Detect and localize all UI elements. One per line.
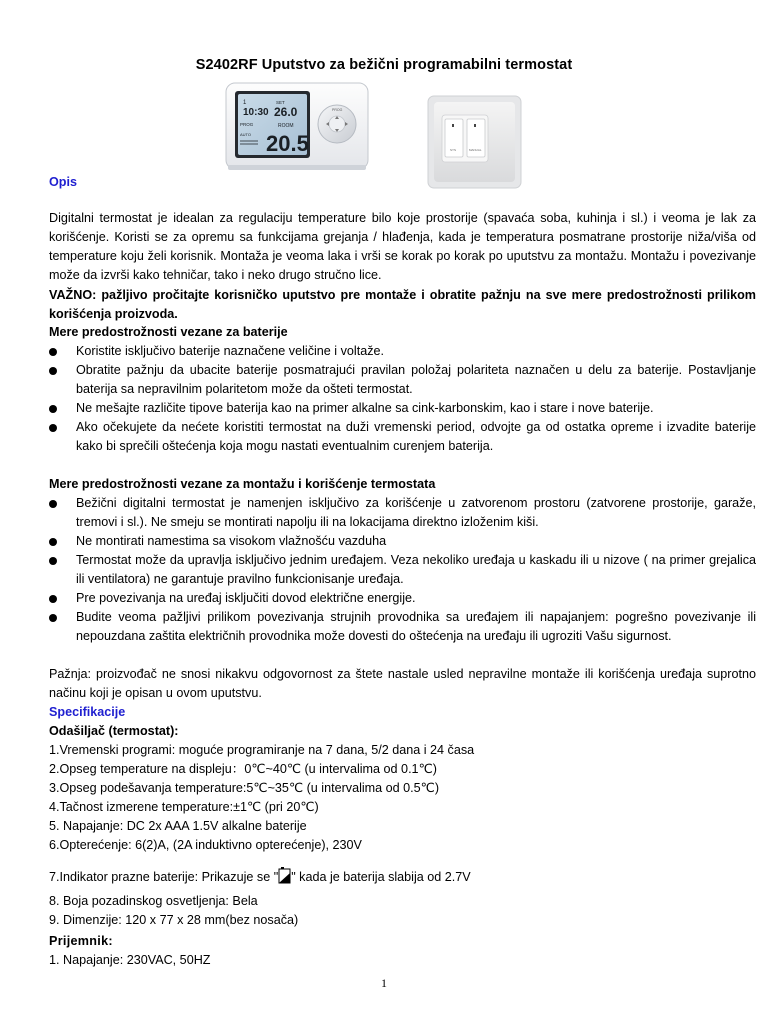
transmitter-heading: Odašiljač (termostat): (49, 724, 179, 738)
mount-item-4 (49, 589, 756, 608)
spec-item-8: 8. Boja pozadinskog osvetljenja: Bela (49, 894, 258, 908)
mount-item-2 (49, 532, 756, 551)
lcd-room-temp: 20.5 (266, 131, 309, 156)
bullet-dot (49, 500, 57, 508)
mount-item-text: Bežični digitalni termostat je namenjen isključivo za korišćenje u zatvorenom prostoru (zatvorene prostorije, garaže, tremovi i sl.). Ne smeju se montirati napolju ili na lokacijama direktno izloženim kiši. (76, 496, 756, 529)
mount-item-3 (49, 551, 756, 589)
spec9-label: 9. Dimenzije: (49, 913, 122, 927)
receiver-heading: Prijemnik: (49, 934, 113, 948)
bullet-dot (49, 348, 57, 356)
mount-heading: Mere predostrožnosti vezane za montažu i korišćenje termostata (49, 477, 436, 491)
mount-item-5 (49, 608, 756, 646)
mount-item-text: Pre povezivanja na uređaj isključiti dovod električne energije. (76, 591, 416, 605)
battery-item-text: Ne mešajte različite tipove baterija kao na primer alkalne sa cink-karbonskim, kao i stare i nove baterije. (76, 401, 654, 415)
spec-heading: Specifikacije (49, 705, 126, 719)
receiver-spec-1: 1. Napajanje: 230VAC, 50HZ (49, 953, 211, 967)
lcd-set-label: SET (276, 100, 285, 105)
mount-item-text: Ne montirati namestima sa visokom vlažnošću vazduha (76, 534, 387, 548)
battery-heading: Mere predostrožnosti vezane za baterije (49, 325, 288, 339)
battery-item-text: Koristite isključivo baterije naznačene veličine i voltaže. (76, 344, 384, 358)
lcd-time: 10:30 (243, 107, 269, 118)
battery-item-text: Obratite pažnju da ubacite baterije posmatrajući pravilan položaj polariteta naznačen u delu za baterije. Postavljanje baterija sa nepravilnim polaritetom može da ošteti termostat. (76, 363, 756, 396)
spec-item-5: 5. Napajanje: DC 2x AAA 1.5V alkalne baterije (49, 819, 307, 833)
note-paragraph: Pažnja: proizvođač ne snosi nikakvu odgovornost za štete nastale usled nepravilne montaže ili korišćenja uređaja suprotno načinu koji je opisan u ovom uputstvu. (49, 667, 756, 700)
lcd-auto-label: AUTO (240, 132, 252, 137)
spec-item-4: 4.Tačnost izmerene temperature:±1℃ (pri 20℃) (49, 800, 319, 814)
battery-item-3 (49, 399, 756, 418)
page-number: 1 (381, 976, 387, 990)
intro-paragraph: Digitalni termostat je idealan za regulaciju temperature bilo koje prostorije (spavaća soba, kuhinja i sl.) i veoma je lak za korišćenje. Koristi se za opremu sa funkcijama grejanja / hlađenja, kada je temperatura posmatrane prostorije niža/viša od temperature koju želi korisnik. Montaža je veoma laka i vrši se korak po korak po uputstvu za montažu. Montažu i povezivanje može da izvrši kako tehničar, tako i neko drugo stručno lice. (49, 211, 756, 282)
spec7-text-before: 7.Indikator prazne baterije: Prikazuje se " (49, 870, 279, 884)
spec-item-6: 6.Opterećenje: 6(2)A, (2A induktivno opterećenje), 230V (49, 838, 362, 852)
bullet-dot (49, 595, 57, 603)
spec7-text-after: " kada je baterija slabija od 2.7V (291, 870, 471, 884)
thermostat-image (226, 83, 368, 170)
spec-item-7 (49, 867, 756, 887)
bullet-dot (49, 367, 57, 375)
mount-item-text: Budite veoma pažljivi prilikom povezivanja strujnih provodnika sa uređajem ili napajanjem: pogrešno povezivanje ili nepouzdana zaštita električnih provodnika može dovesti do oštećenja na uređaju ili ugroziti Vašu sigurnost. (76, 610, 756, 643)
lcd-set-temp: 26.0 (274, 105, 298, 119)
spec-item-9 (49, 911, 756, 930)
battery-item-4 (49, 418, 756, 456)
warning-paragraph: VAŽNO: pažljivo pročitajte korisničko uputstvo pre montaže i obratite pažnju na sve mere predostrožnosti prilikom korišćenja proizvoda. (49, 288, 756, 321)
bullet-dot (49, 405, 57, 413)
battery-item-2 (49, 361, 756, 399)
spec9-value: 120 x 77 x 28 mm(bez nosača) (121, 913, 299, 927)
bullet-dot (49, 557, 57, 565)
battery-item-1 (49, 342, 756, 361)
battery-low-icon (278, 867, 291, 884)
receiver-left-label: SYS (450, 148, 457, 152)
receiver-right-label: MANUAL (469, 148, 482, 152)
dial-prog-label: PROG (332, 108, 343, 112)
lcd-prog-label: PROG (240, 122, 254, 127)
spec-item-1: 1.Vremenski programi: moguće programiranje na 7 dana, 5/2 dana i 24 časa (49, 743, 475, 757)
mount-item-1 (49, 494, 756, 532)
spec-item-2: 2.Opseg temperature na displeju：0℃~40℃ (u intervalima od 0.1℃) (49, 762, 437, 776)
bullet-dot (49, 538, 57, 546)
bullet-dot (49, 424, 57, 432)
opis-heading: Opis (49, 175, 77, 189)
lcd-room-label: ROOM (278, 123, 294, 129)
document-title: S2402RF Uputstvo za bežični programabilni termostat (195, 57, 573, 73)
bullet-dot (49, 614, 57, 622)
spec-item-3: 3.Opseg podešavanja temperature:5℃~35℃ (u intervalima od 0.5℃) (49, 781, 440, 795)
mount-item-text: Termostat može da upravlja isključivo jednim uređajem. Veza nekoliko uređaja u kaskadu ili u nizove ( na primer grejalica ili ventilatora) ne garantuje pravilno funkcionisanje uređaja. (76, 553, 756, 586)
lcd-day: 1 (243, 100, 247, 106)
battery-item-text: Ako očekujete da nećete koristiti termostat na duži vremenski period, odvojte ga od ostatka opreme i izvadite baterije kako bi sprečili oštećenja koja mogu nastati eventualnim curenjem baterija. (76, 420, 756, 453)
